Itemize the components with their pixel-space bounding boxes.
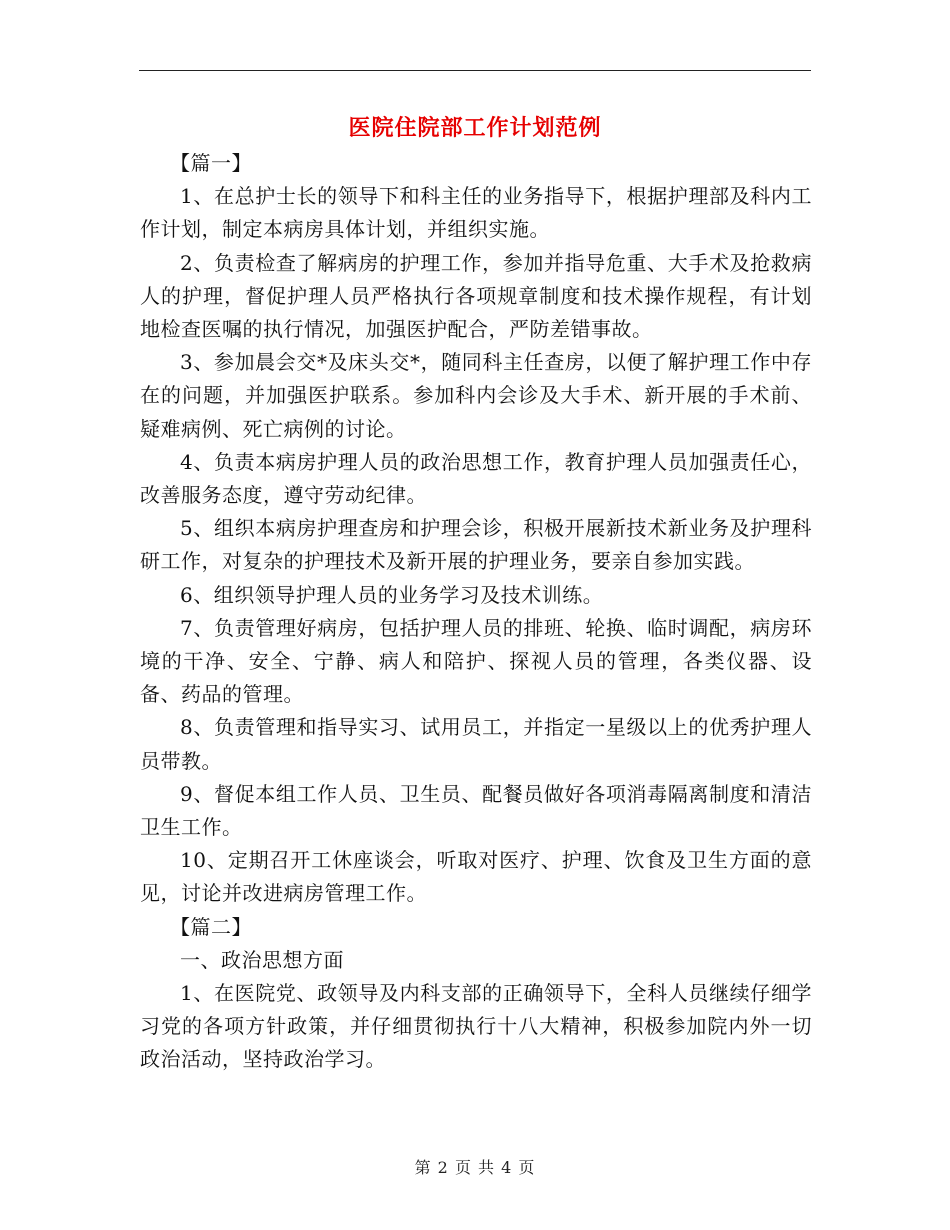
section-heading: 【篇二】	[170, 914, 252, 939]
paragraph-item-2: 2、负责检查了解病房的护理工作，参加并指导危重、大手术及抢救病人的护理，督促护理人员严格执行各项规章制度和技术操作规程，有计划地检查医嘱的执行情况，加强医护配合，严防差错事故。	[140, 250, 812, 342]
header-rule	[139, 70, 811, 71]
paragraph-item-4: 4、负责本病房护理人员的政治思想工作，教育护理人员加强责任心，改善服务态度，遵守劳动纪律。	[140, 449, 812, 508]
section-heading: 【篇一】	[170, 151, 252, 175]
page-number-footer: 第 2 页 共 4 页	[414, 1158, 536, 1177]
paragraph-item: 1、在医院党、政领导及内科支部的正确领导下，全科人员继续仔细学习党的各项方针政策，并仔细贯彻执行十八大精神，积极参加院内外一切政治活动，坚持政治学习。	[140, 981, 812, 1072]
paragraph-item-6: 6、组织领导护理人员的业务学习及技术训练。	[180, 582, 604, 607]
document-body	[140, 147, 812, 1077]
paragraph-item-8: 8、负责管理和指导实习、试用员工，并指定一星级以上的优秀护理人员带教。	[140, 715, 812, 773]
paragraph-item-9: 9、督促本组工作人员、卫生员、配餐员做好各项消毒隔离制度和清洁卫生工作。	[140, 781, 812, 840]
paragraph-item-7: 7、负责管理好病房，包括护理人员的排班、轮换、临时调配，病房环境的干净、安全、宁静、病人和陪护、探视人员的管理，各类仪器、设备、药品的管理。	[140, 615, 812, 707]
paragraph-item-10: 10、定期召开工休座谈会，听取对医疗、护理、饮食及卫生方面的意见，讨论并改进病房管理工作。	[140, 848, 812, 906]
paragraph-item-1: 1、在总护士长的领导下和科主任的业务指导下，根据护理部及科内工作计划，制定本病房具体计划，并组织实施。	[140, 184, 812, 242]
document-title: 医院住院部工作计划范例	[348, 116, 602, 141]
paragraph-item-5: 5、组织本病房护理查房和护理会诊，积极开展新技术新业务及护理科研工作，对复杂的护理技术及新开展的护理业务，要亲自参加实践。	[140, 516, 812, 574]
subsection-heading: 一、政治思想方面	[180, 947, 344, 972]
paragraph-item-3: 3、参加晨会交*及床头交*，随同科主任查房，以便了解护理工作中存在的问题，并加强医护联系。参加科内会诊及大手术、新开展的手术前、疑难病例、死亡病例的讨论。	[140, 350, 812, 441]
